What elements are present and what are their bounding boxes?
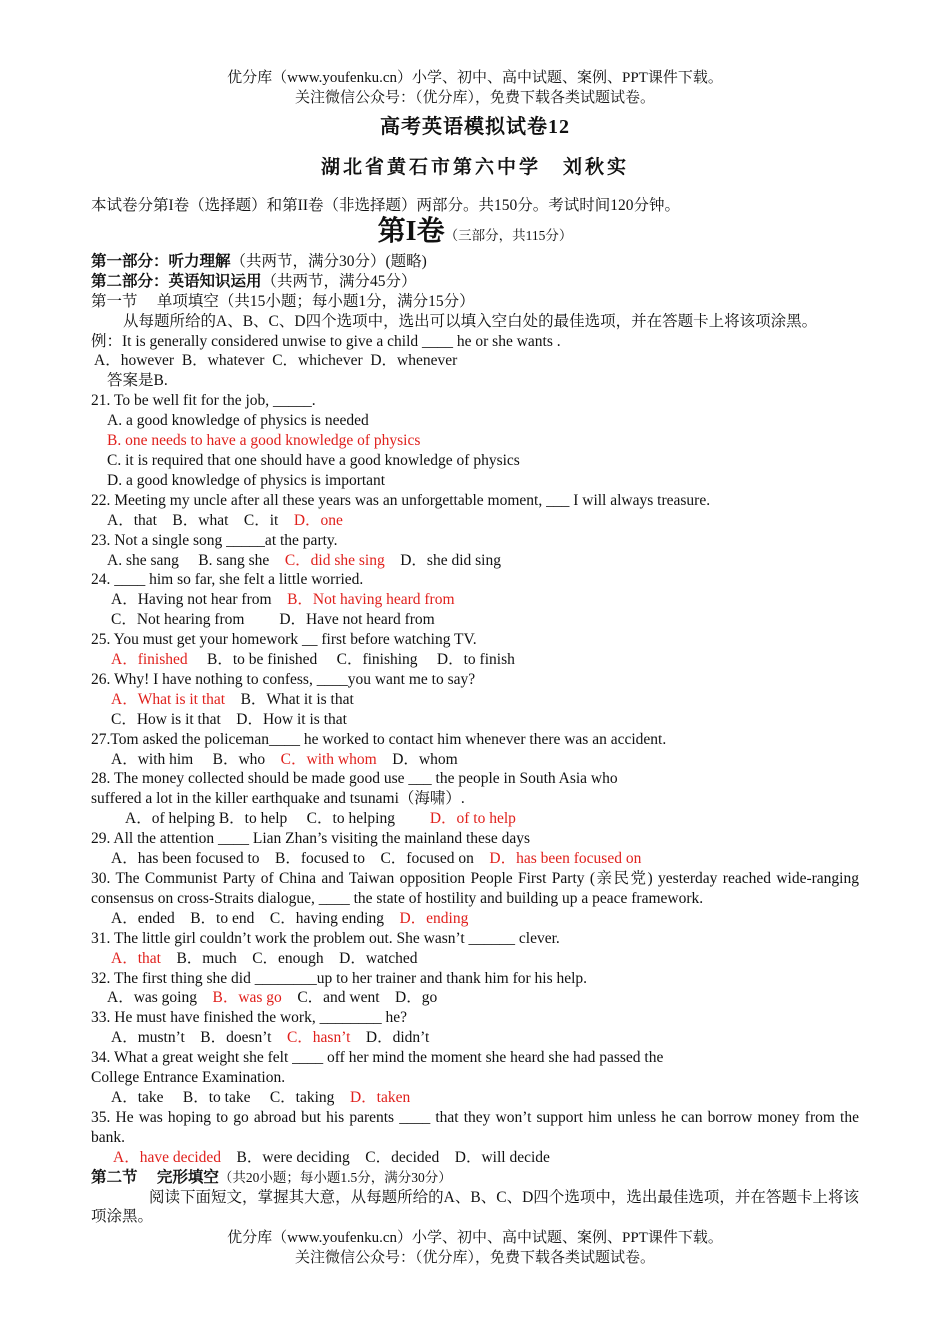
section2-instructions: 阅读下面短文，掌握其大意，从每题所给的A、B、C、D四个选项中，选出最佳选项，并在答题卡上将该项涂黑。: [91, 1188, 859, 1226]
options: A．ended B．to end C．having ending D．ending: [111, 909, 469, 927]
options: A．that B．what C．it D．one: [107, 511, 343, 529]
options: A．of helping B．to help C．to helping D．of to help: [125, 810, 516, 828]
options: A．have decided B．were deciding C．decided D．will decide: [113, 1148, 550, 1166]
question-stem-continued: suffered a lot in the killer earthquake and tsunami（海啸）.: [91, 790, 465, 808]
question-stem: 25. You must get your homework __ first before watching TV.: [91, 631, 477, 649]
options: A. she sang B. sang she C．did she sing D．she did sing: [107, 551, 501, 569]
option: A. a good knowledge of physics is needed: [107, 412, 369, 430]
option-answer: A．What is it that: [111, 690, 226, 708]
question-stem: 23. Not a single song _____at the party.: [91, 531, 338, 549]
question-stem: 29. All the attention ____ Lian Zhan’s visiting the mainland these days: [91, 830, 531, 848]
option-answer: D．of to help: [429, 810, 516, 828]
option-answer: C．did she sing: [284, 551, 385, 569]
question-stem: 27.Tom asked the policeman____ he worked to contact him whenever there was an accident.: [91, 730, 667, 748]
question-stem: 33. He must have finished the work, ________ he?: [91, 1009, 407, 1027]
part1-heading: 第一部分：听力理解（共两节，满分30分）(题略): [91, 252, 427, 270]
exam-intro: 本试卷分第I卷（选择题）和第II卷（非选择题）两部分。共150分。考试时间120分钟。: [91, 197, 680, 214]
options: A．has been focused to B．focused to C．focused on D．has been focused on: [111, 850, 642, 868]
option-answer: A．that: [111, 949, 161, 967]
option-answer: D．has been focused on: [489, 850, 642, 868]
example-answer: 答案是B.: [107, 372, 168, 390]
exam-content: [91, 196, 859, 1227]
options: A．What is it that B．What it is that: [111, 690, 354, 708]
question-stem: 32. The first thing she did ________up to her trainer and thank him for his help.: [91, 969, 588, 987]
question-stem: 24. ____ him so far, she felt a little worried.: [91, 571, 364, 589]
options: A．finished B．to be finished C．finishing D．to finish: [111, 651, 515, 669]
section1-heading: 第一节 单项填空（共15小题；每小题1分，满分15分）: [91, 292, 475, 310]
options: A．was going B．was go C．and went D．go: [107, 989, 438, 1007]
page-footer: [0, 1228, 950, 1268]
option: D. a good knowledge of physics is important: [107, 471, 386, 489]
option-answer: C．hasn’t: [286, 1029, 351, 1047]
options: C．How is it that D．How it is that: [111, 710, 347, 728]
option-answer: C．with whom: [280, 750, 377, 768]
options: C．Not hearing from D．Have not heard from: [111, 611, 435, 629]
section2-heading: 第二节 完形填空（共20小题；每小题1.5分，满分30分）: [91, 1168, 452, 1186]
volume-title: 第I卷: [377, 215, 445, 247]
question-stem: 21. To be well fit for the job, _____.: [91, 392, 316, 410]
section1-instructions: 从每题所给的A、B、C、D四个选项中，选出可以填入空白处的最佳选项，并在答题卡上将该项涂黑。: [123, 312, 818, 330]
options: A．that B．much C．enough D．watched: [111, 949, 418, 967]
options: A．take B．to take C．taking D．taken: [111, 1088, 411, 1106]
volume-heading: [91, 216, 859, 252]
question-stem: 30. The Communist Party of China and Taiwan opposition People First Party (亲民党) yesterday reached wide-ranging consensus on cross-Straits dialogue, ____ the state of hostility and building up a peace framework.: [91, 870, 859, 907]
question-stem: 35. He was hoping to go abroad but his parents ____ that they won’t support him unless he can borrow money from the bank.: [91, 1108, 859, 1146]
option-answer: D．ending: [399, 909, 469, 927]
footer-line-2: 关注微信公众号：（优分库），免费下载各类试题试卷。: [294, 1250, 655, 1266]
options: A．Having not hear from B．Not having heard from: [111, 591, 455, 609]
page-header: [0, 68, 950, 108]
option-answer: A．finished: [111, 651, 188, 669]
question-stem: 34. What a great weight she felt ____ off her mind the moment she heard she had passed the: [91, 1049, 664, 1067]
exam-author: 湖北省黄石市第六中学 刘秋实: [320, 157, 629, 178]
option-answer: B．was go: [212, 989, 282, 1007]
example-options: A．however B．whatever C．whichever D．whenever: [91, 352, 458, 370]
question-stem: 31. The little girl couldn’t work the problem out. She wasn’t ______ clever.: [91, 929, 560, 947]
header-line-1: 优分库（www.youfenku.cn）小学、初中、高中试题、案例、PPT课件下载。: [227, 70, 723, 86]
option-answer: B. one needs to have a good knowledge of physics: [107, 432, 421, 450]
option-answer: B．Not having heard from: [287, 591, 455, 609]
part2-heading: 第二部分：英语知识运用（共两节，满分45分）: [91, 272, 417, 290]
options: A．with him B．who C．with whom D．whom: [111, 750, 458, 768]
header-line-2: 关注微信公众号：（优分库），免费下载各类试题试卷。: [294, 90, 655, 106]
question-stem: 28. The money collected should be made good use ___ the people in South Asia who: [91, 770, 618, 788]
option-answer: A．have decided: [113, 1148, 222, 1166]
exam-title: 高考英语模拟试卷12: [380, 116, 570, 138]
option-answer: D．one: [293, 511, 343, 529]
example-question: 例：It is generally considered unwise to give a child ____ he or she wants .: [91, 332, 561, 350]
volume-note: （三部分，共115分）: [444, 227, 573, 243]
question-stem: 26. Why! I have nothing to confess, ____you want me to say?: [91, 670, 476, 688]
options: A．mustn’t B．doesn’t C．hasn’t D．didn’t: [111, 1029, 430, 1047]
footer-line-1: 优分库（www.youfenku.cn）小学、初中、高中试题、案例、PPT课件下载。: [227, 1230, 723, 1246]
question-stem: 22. Meeting my uncle after all these years was an unforgettable moment, ___ I will always treasure.: [91, 491, 711, 509]
option-answer: D．taken: [349, 1088, 411, 1106]
option: C. it is required that one should have a good knowledge of physics: [107, 451, 520, 469]
question-stem-continued: College Entrance Examination.: [91, 1069, 286, 1087]
